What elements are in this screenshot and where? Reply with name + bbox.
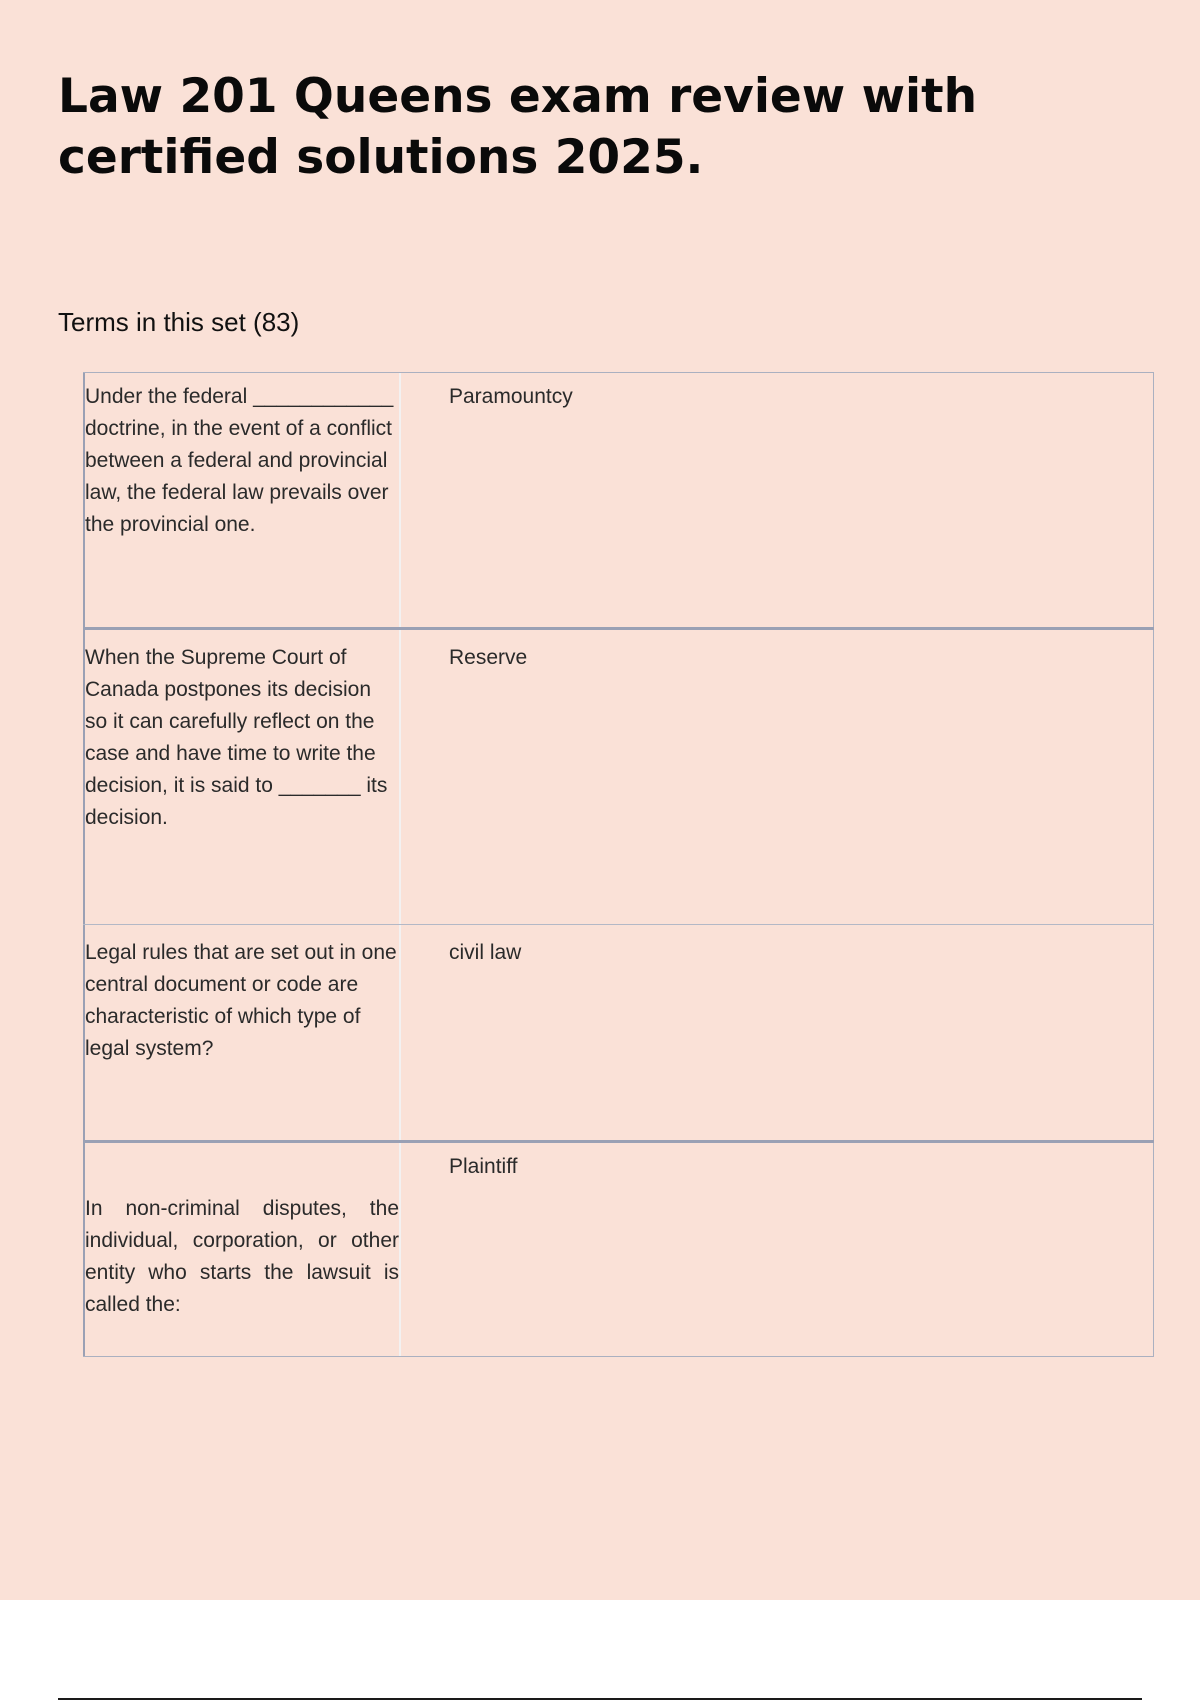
term-text: When the Supreme Court of Canada postpones its decision so it can carefully reflect on the case and have time to write the decision, it is said to _______ its decision.	[83, 630, 401, 924]
term-row	[83, 372, 1154, 630]
term-row	[83, 925, 1154, 1143]
term-row	[83, 1143, 1154, 1357]
definition-text: Plaintiff	[401, 1143, 1154, 1356]
term-text: Legal rules that are set out in one central document or code are characteristic of which type of legal system?	[83, 925, 401, 1140]
term-row	[83, 630, 1154, 925]
definition-text: civil law	[401, 925, 1154, 1140]
terms-count-label: Terms in this set (83)	[58, 307, 300, 337]
definition-text: Reserve	[401, 630, 1154, 924]
document-title: Law 201 Queens exam review with certified solutions 2025.	[58, 69, 978, 185]
term-text: Under the federal ____________ doctrine, in the event of a conflict between a federal and provincial law, the federal law prevails over the provincial one.	[83, 373, 401, 627]
term-text: In non-criminal disputes, the individual, corporation, or other entity who starts the lawsuit is called the:	[83, 1143, 401, 1356]
definition-text: Paramountcy	[401, 373, 1154, 627]
terms-table	[83, 372, 1154, 1357]
